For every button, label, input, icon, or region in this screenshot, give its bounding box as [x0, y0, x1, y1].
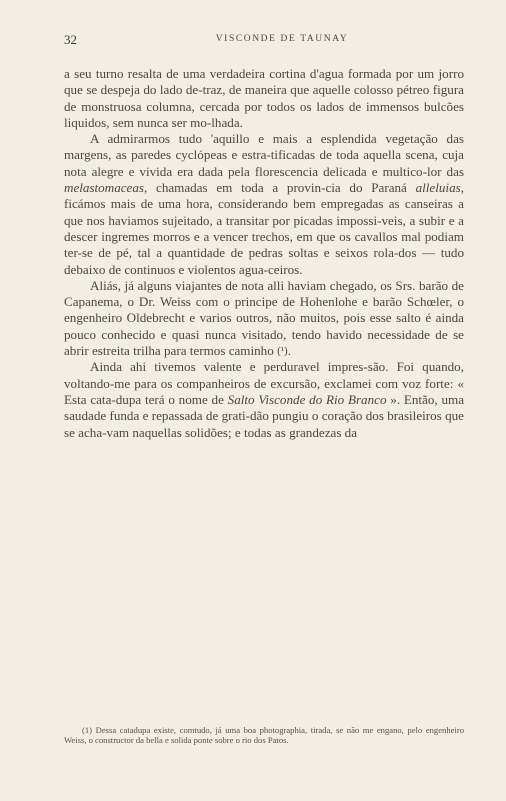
- paragraph-4-text-b: ». Então, uma saudade funda e repassada de grati-dão pungiu o coração dos brasileiros que se acha-vam naquellas solidões; e todas as grandezas da: [64, 391, 465, 440]
- page-number: 32: [64, 32, 77, 47]
- paragraph-3: [64, 278, 464, 359]
- paragraph-3-text-b: .: [287, 343, 291, 359]
- paragraph-2-italic-alleluias: alleluias: [415, 180, 461, 196]
- paragraph-2-italic-melastomaceas: melastomaceas: [64, 180, 145, 196]
- paragraph-4-italic-salto-name: Salto Visconde do Rio Branco: [227, 391, 387, 407]
- body-text: [64, 66, 464, 441]
- paragraph-2-text-b: , chamadas em toda a provin-cia do Paraná: [144, 180, 416, 196]
- paragraph-3-text-a: Aliás, já alguns viajantes de nota alli haviam chegado, os Srs. barão de Capanema, o Dr. Weiss com o principe de Hohenlohe e barão Schœler, o engenheiro Oldebrecht e varios outros, não muitos, pois esse salto é ainda pouco conhecido e quasi nunca visitado, tendo havido necessidade de se abrir estreita trilha para termos caminho: [64, 277, 464, 359]
- running-head: VISCONDE DE TAUNAY: [215, 34, 349, 44]
- page-header: [64, 32, 466, 48]
- paragraph-2: [64, 131, 464, 278]
- paragraph-1-text: a seu turno resalta de uma verdadeira cortina d'agua formada por um jorro que se despeja do lado de-traz, de maneira que aquelle colosso pétreo figura de monstruosa columna, cercada por todos os lados de immensos bulcões liquidos, sem nunca ser mo-lhada.: [64, 66, 464, 130]
- paragraph-2-text-c: , ficámos mais de uma hora, considerando bem empregadas as canseiras a que nos haviamos sujeitado, a transitar por picadas impossi-veis, a subir e a descer ingremes morros e a vencer trechos, em que os cavallos mal podiam ter-se de pé, tal a quantidade de pedras soltas e seixos rola-dos — tudo debaixo de continuos e violentos agua-ceiros.: [64, 180, 464, 277]
- footnote-1: (1) Dessa catadupa existe, comtudo, já uma boa photographia, tirada, se não me engano, pelo engenheiro Weiss, o constructor da bella e solida ponte sobre o rio dos Patos.: [64, 725, 464, 746]
- paragraph-2-text-a: A admirarmos tudo 'aquillo e mais a esplendida vegetação das margens, as paredes cyclópeas e estra-tificadas de toda aquella scena, cuja nota alegre e vivida era dada pela florescencia delicada e multico-lor das: [64, 131, 464, 179]
- paragraph-1: [64, 66, 464, 131]
- footnote-reference: (¹): [277, 345, 288, 358]
- paragraph-4: [64, 359, 464, 440]
- footnotes: [64, 725, 464, 745]
- paragraph-4-text-a: Ainda ahi tivemos valente e perduravel impres-são. Foi quando, voltando-me para os companheiros de excursão, exclamei com voz forte: « Esta cata-dupa terá o nome de: [64, 359, 464, 407]
